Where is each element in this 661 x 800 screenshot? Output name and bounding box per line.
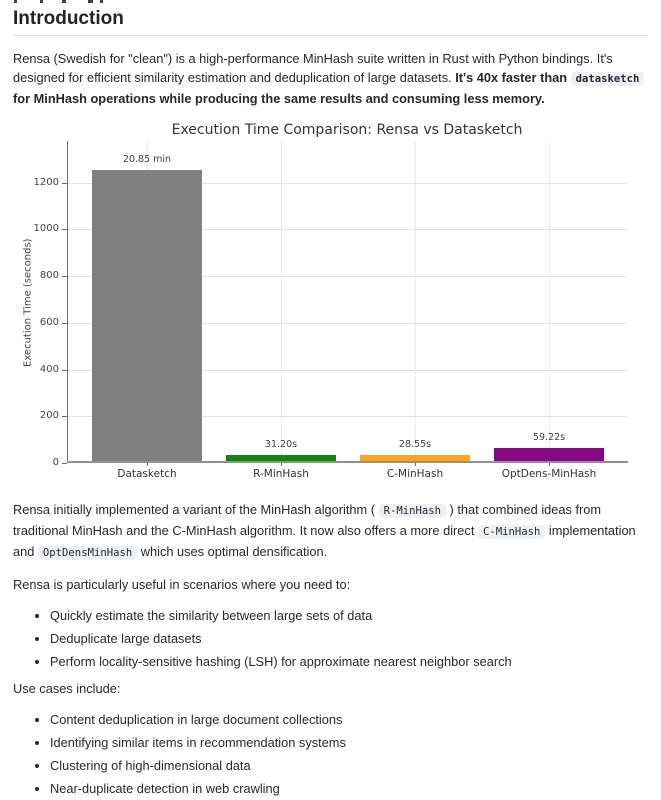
list-item: • Perform locality-sensitive hashing (LSH) for approximate nearest neighbor search [50,652,648,671]
y-axis-line [67,141,68,463]
x-tick-label: Datasketch [117,468,177,480]
code-optdensminhash: OptDensMinHash [38,546,137,560]
y-tick-label: 400 [39,363,59,375]
x-tick-mark [415,463,416,466]
y-tick-mark [62,370,67,371]
y-tick-label: 600 [39,316,59,328]
execution-time-bar-chart [13,116,648,484]
y-tick-mark [62,323,67,324]
algo-text-1: Rensa initially implemented a variant of the MinHash algorithm ( [13,502,379,517]
clipped-text-artifact [0,0,661,3]
scenarios-list [13,606,648,671]
chart-plot-area [67,143,627,463]
intro-paragraph [13,49,648,108]
y-tick-label: 0 [52,457,59,468]
y-tick-label: 1000 [33,223,59,235]
bar-value-label: 31.20s [264,438,298,450]
algorithm-paragraph [13,500,648,563]
intro-bold-prefix: It's 40x faster than [455,70,571,85]
useful-scenarios-lead: Rensa is particularly useful in scenarios where you need to: [13,577,351,592]
list-item: • Near-duplicate detection in web crawling [50,779,648,798]
bar-datasketch [92,170,202,462]
bar-value-label: 20.85 min [122,153,172,165]
list-item: • Deduplicate large datasets [50,629,648,648]
x-tick-mark [549,463,550,466]
list-item: • Content deduplication in large document collections [50,710,648,729]
x-tick-label: R-MinHash [253,468,309,480]
y-tick-mark [62,463,67,464]
use-cases-list [13,710,648,798]
x-gridline [415,143,416,463]
bar-value-label: 59.22s [532,432,566,444]
code-r-minhash: R-MinHash [379,504,446,518]
x-tick-label: OptDens-MinHash [501,468,597,480]
page-title: Introduction [13,8,648,36]
algo-text-4: which uses optimal densification. [137,544,328,559]
y-tick-mark [62,183,67,184]
x-axis-line [67,461,628,463]
bar-optdens-minhash [494,448,604,462]
x-tick-mark [281,463,282,466]
algo-text-3: implementation and [13,523,636,559]
list-item: • Identifying similar items in recommendation systems [50,733,648,752]
list-item: • Clustering of high-dimensional data [50,756,648,775]
y-tick-label: 1200 [33,176,59,188]
x-tick-label: C-MinHash [386,468,444,480]
y-tick-mark [62,416,67,417]
code-c-minhash: C-MinHash [478,525,545,539]
y-tick-mark [62,276,67,277]
list-item: • Quickly estimate the similarity between large sets of data [50,606,648,625]
y-axis-label: Execution Time (seconds) [22,238,34,368]
algo-text-2: ) that combined ideas from traditional MinHash and the C-MinHash algorithm. It now also offers a more direct [13,502,602,538]
x-gridline [549,143,550,463]
code-datasketch: datasketch [571,72,645,86]
chart-title: Execution Time Comparison: Rensa vs Datasketch [171,122,523,138]
bar-value-label: 28.55s [398,439,432,451]
x-gridline [281,143,282,463]
x-tick-mark [147,463,148,466]
y-tick-label: 200 [39,410,59,422]
y-tick-label: 800 [39,270,59,282]
y-tick-mark [62,229,67,230]
use-cases-lead: Use cases include: [13,681,121,696]
intro-text: Rensa (Swedish for "clean") is a high-performance MinHash suite written in Rust with Python bindings. It's designed for efficient similarity estimation and deduplication of large datasets. [13,51,613,85]
intro-bold-suffix: for MinHash operations while producing the same results and consuming less memory. [13,91,545,106]
